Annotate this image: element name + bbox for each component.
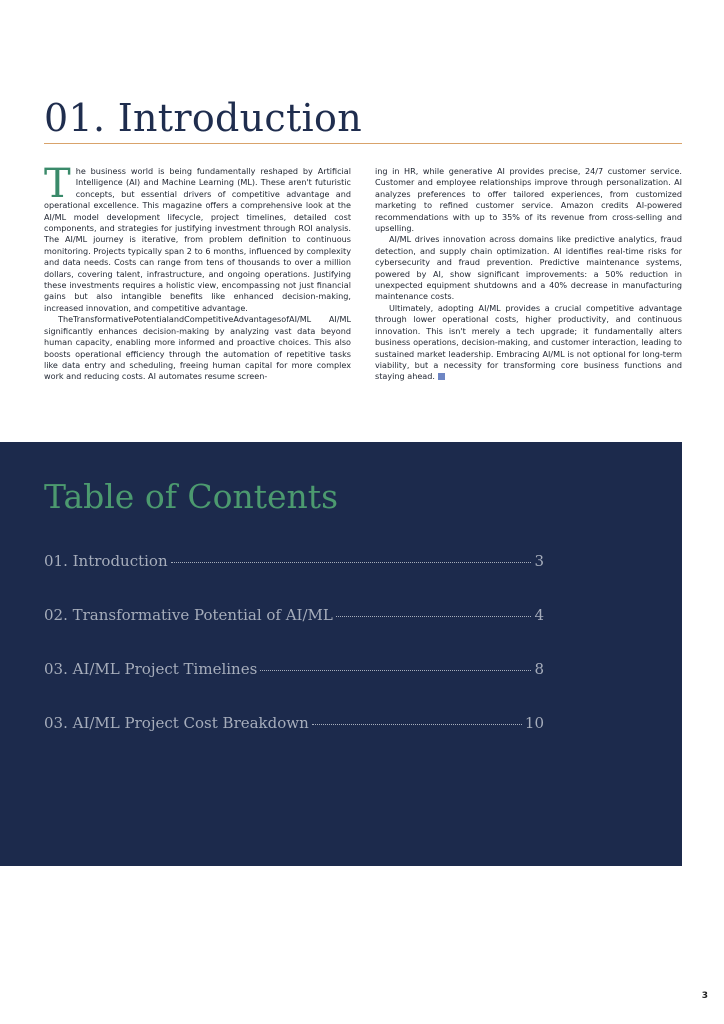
intro-body [44,161,682,383]
intro-column-right [375,166,682,383]
toc-item-cost-breakdown[interactable] [44,714,544,742]
intro-paragraph [44,161,351,314]
title-divider [44,143,682,144]
intro-paragraph-text: he business world is being fundamentally reshaped by Artificial Intelligence (AI) and Machine Learning (ML). These aren't futuristic concepts, but essential drivers of competitive advantage and operational excellence. This magazine offers a comprehensive look at the AI/ML model development lifecycle, project timelines, detailed cost components, and strategies for justifying investment through ROI analysis. The AI/ML journey is iterative, from problem definition to continuous monitoring. Projects typically span 2 to 6 months, influenced by complexity and data needs. Costs can range from tens of thousands to over a million dollars, covering talent, infrastructure, and ongoing operations. Justifying these investments requires a holistic view, encompassing not just financial gains but also intangible benefits like enhanced decision-making, increased innovation, and competitive advantage. [44,166,351,313]
intro-paragraph-last [375,303,682,383]
toc-item-label: 01. Introduction [44,552,168,570]
intro-paragraph: ing in HR, while generative AI provides precise, 24/7 customer service. Customer and employee relationships improve through personalization. AI analyzes preferences to offer tailored experiences, from customized marketing to refined customer service. Amazon credits AI-powered recommendations with up to 35% of its revenue from cross-selling and upselling. [375,166,682,234]
toc-item-label: 03. AI/ML Project Cost Breakdown [44,714,309,732]
toc-leader-dots [171,562,532,563]
drop-cap: T [44,161,71,207]
toc-title: Table of Contents [44,477,339,516]
toc-list [44,552,544,768]
toc-item-transformative-potential[interactable] [44,606,544,634]
intro-paragraph-text: Ultimately, adopting AI/ML provides a crucial competitive advantage through lower operational costs, higher productivity, and continuous innovation. This isn't merely a tech upgrade; it fundamentally alters business operations, decision-making, and customer interaction, leading to sustained market leadership. Embracing AI/ML is not optional for long-term viability, but a necessity for transforming core business functions and staying ahead. [375,302,682,382]
end-mark-icon [438,373,445,380]
toc-leader-dots [336,616,532,617]
toc-item-introduction[interactable] [44,552,544,580]
page-title: 01. Introduction [44,96,362,140]
toc-item-label: 02. Transformative Potential of AI/ML [44,606,333,624]
intro-paragraph: TheTransformativePotentialandCompetitiveAdvantagesofAI/ML AI/ML significantly enhances decision-making by analyzing vast data beyond human capacity, enabling more informed and proactive choices. This also boosts operational efficiency through the automation of repetitive tasks like data entry and scheduling, freeing human capital for more complex work and reducing costs. AI automates resume screen- [44,314,351,382]
toc-item-page: 4 [534,606,544,624]
toc-leader-dots [312,724,522,725]
intro-paragraph: AI/ML drives innovation across domains like predictive analytics, fraud detection, and supply chain optimization. AI identifies real-time risks for cybersecurity and fraud prevention. Predictive maintenance systems, powered by AI, show significant improvements: a 50% reduction in unexpected equipment shutdowns and a 40% decrease in manufacturing maintenance costs. [375,234,682,302]
toc-leader-dots [260,670,531,671]
toc-item-page: 10 [524,714,544,732]
intro-column-left [44,161,351,383]
toc-item-page: 8 [534,660,544,678]
toc-item-project-timelines[interactable] [44,660,544,688]
page-number: 3 [701,991,708,1001]
toc-item-page: 3 [534,552,544,570]
toc-item-label: 03. AI/ML Project Timelines [44,660,258,678]
